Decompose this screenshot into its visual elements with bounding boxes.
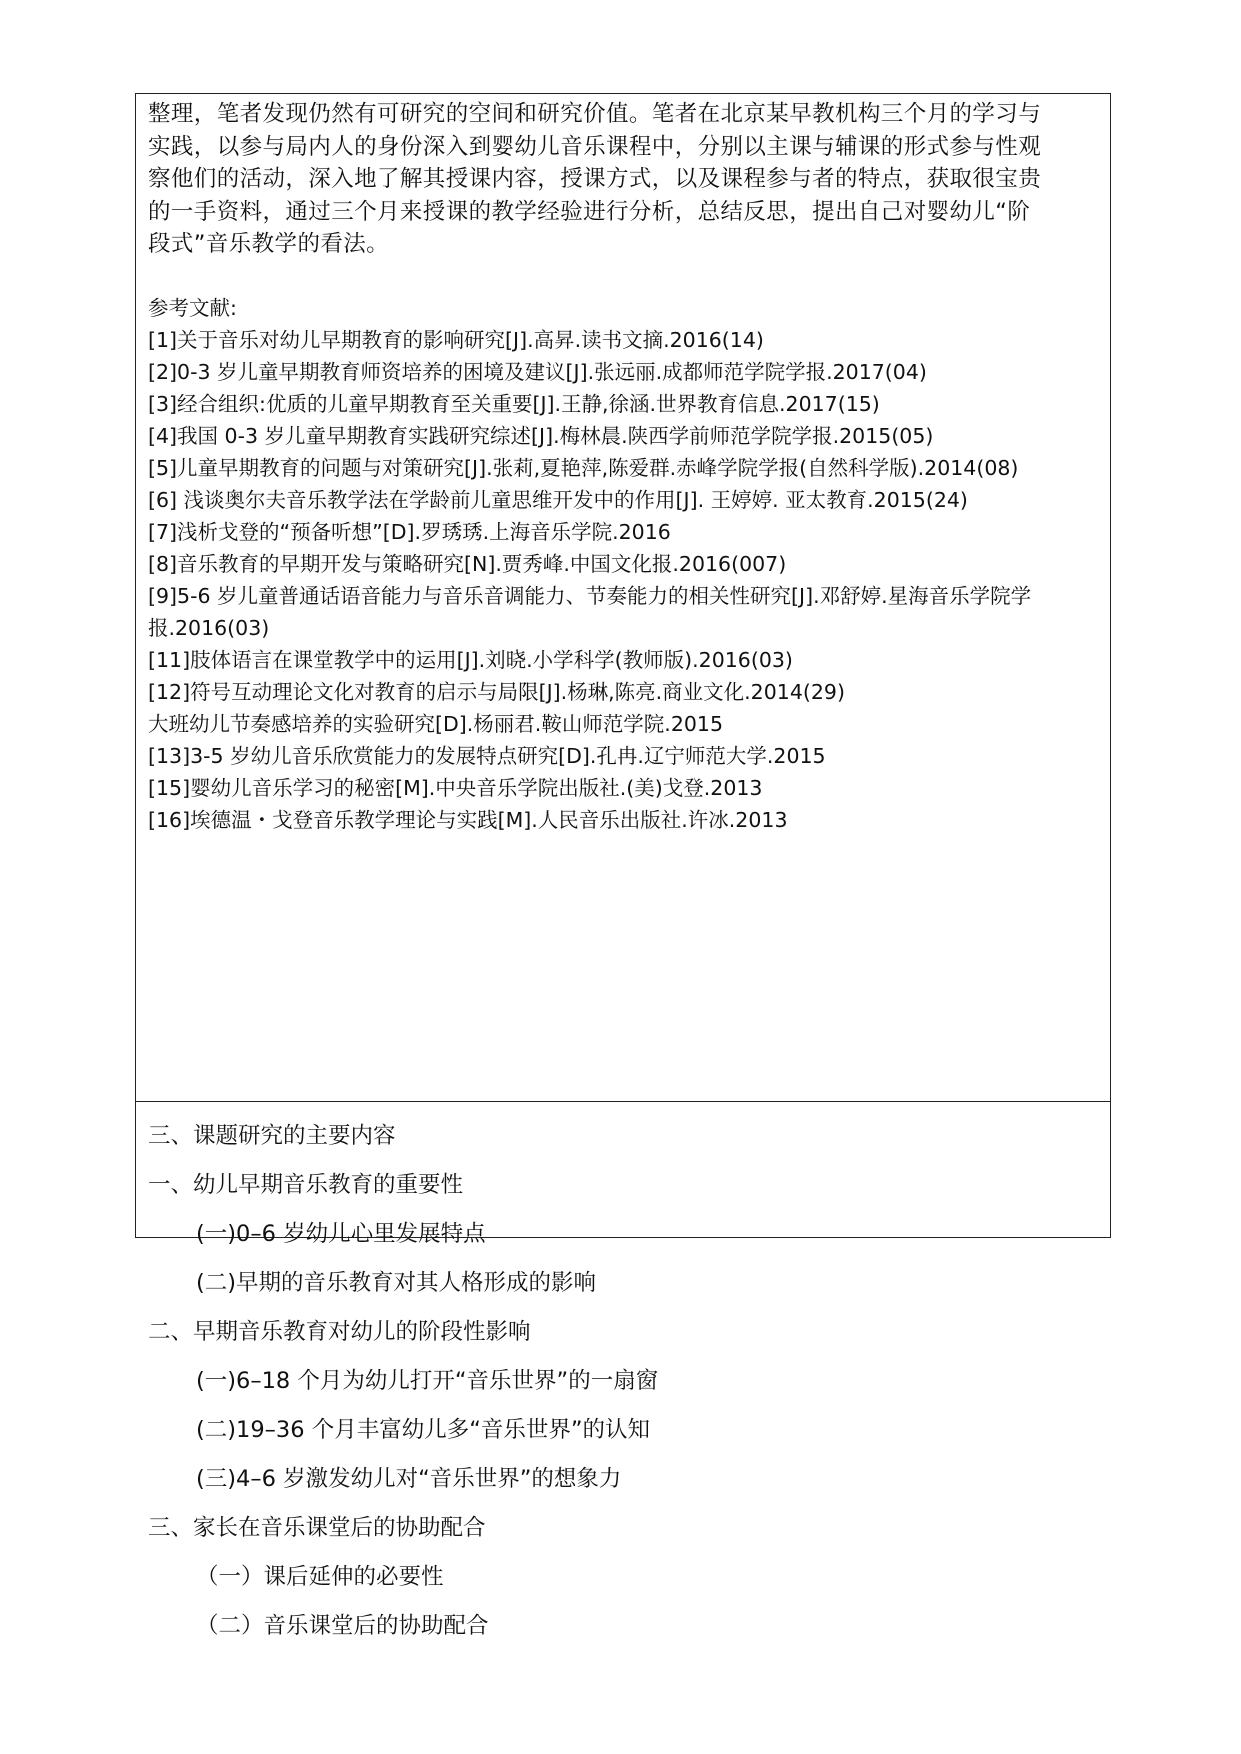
intro-line: 实践，以参与局内人的身份深入到婴幼儿音乐课程中，分别以主课与辅课的形式参与性观: [148, 133, 1042, 160]
reference-item: [6] 浅谈奥尔夫音乐教学法在学龄前儿童思维开发中的作用[J]. 王婷婷. 亚太教育.2015(24): [148, 488, 968, 512]
reference-item: [12]符号互动理论文化对教育的启示与局限[J].杨琳,陈亮.商业文化.2014(29): [148, 680, 845, 704]
references-title: 参考文献:: [148, 296, 237, 320]
reference-item: [3]经合组织:优质的儿童早期教育至关重要[J].王静,徐涵.世界教育信息.2017(15): [148, 392, 880, 416]
outline-subitem: （二）音乐课堂后的协助配合: [196, 1613, 489, 1639]
outline-subitem: (二)19–36 个月丰富幼儿多“音乐世界”的认知: [196, 1417, 651, 1443]
outline-subitem: (一)0–6 岁幼儿心里发展特点: [196, 1221, 486, 1247]
reference-item: [7]浅析戈登的“预备听想”[D].罗琇琇.上海音乐学院.2016: [148, 520, 671, 544]
outline-item: 三、家长在音乐课堂后的协助配合: [148, 1515, 486, 1541]
form-table: [135, 93, 1111, 1639]
reference-list: [148, 292, 1103, 836]
intro-line: 的一手资料，通过三个月来授课的教学经验进行分析，总结反思，提出自己对婴幼儿“阶: [148, 198, 1031, 225]
outline-item: 二、早期音乐教育对幼儿的阶段性影响: [148, 1319, 531, 1345]
research-outline: [148, 1112, 1098, 1651]
reference-item: [1]关于音乐对幼儿早期教育的影响研究[J].高昇.读书文摘.2016(14): [148, 328, 764, 352]
outline-item: 一、幼儿早期音乐教育的重要性: [148, 1172, 464, 1198]
outline-subitem: （一）课后延伸的必要性: [196, 1564, 444, 1590]
background-references-cell: [136, 94, 1110, 1102]
reference-item: [4]我国 0-3 岁儿童早期教育实践研究综述[J].梅林晨.陕西学前师范学院学报.2015(05): [148, 424, 934, 448]
intro-line: 察他们的活动，深入地了解其授课内容，授课方式，以及课程参与者的特点，获取很宝贵: [148, 166, 1042, 192]
reference-item: [2]0-3 岁儿童早期教育师资培养的困境及建议[J].张远丽.成都师范学院学报.2017(04): [148, 360, 927, 384]
reference-item: [15]婴幼儿音乐学习的秘密[M].中央音乐学院出版社.(美)戈登.2013: [148, 776, 763, 800]
intro-line: 段式”音乐教学的看法。: [148, 231, 390, 257]
reference-item: [8]音乐教育的早期开发与策略研究[N].贾秀峰.中国文化报.2016(007): [148, 552, 787, 576]
reference-item: 大班幼儿节奏感培养的实验研究[D].杨丽君.鞍山师范学院.2015: [148, 712, 723, 736]
research-content-cell: [136, 1102, 1110, 1639]
reference-item: [13]3-5 岁幼儿音乐欣赏能力的发展特点研究[D].孔冉.辽宁师范大学.2015: [148, 744, 826, 768]
reference-item: [16]埃德温・戈登音乐教学理论与实践[M].人民音乐出版社.许冰.2013: [148, 808, 788, 832]
outline-subitem: (一)6–18 个月为幼儿打开“音乐世界”的一扇窗: [196, 1368, 659, 1394]
section-heading: 三、课题研究的主要内容: [148, 1123, 396, 1149]
reference-item: [11]肢体语言在课堂教学中的运用[J].刘晓.小学科学(教师版).2016(03): [148, 648, 793, 672]
reference-item: [9]5-6 岁儿童普通话语音能力与音乐音调能力、节奏能力的相关性研究[J].邓舒婷.星海音乐学院学报.2016(03): [148, 584, 1032, 640]
intro-paragraph: [148, 98, 1100, 261]
reference-item: [5]儿童早期教育的问题与对策研究[J].张莉,夏艳萍,陈爱群.赤峰学院学报(自然科学版).2014(08): [148, 456, 1019, 480]
outline-subitem: (三)4–6 岁激发幼儿对“音乐世界”的想象力: [196, 1466, 622, 1492]
intro-line: 整理，笔者发现仍然有可研究的空间和研究价值。笔者在北京某早教机构三个月的学习与: [148, 101, 1042, 127]
outline-subitem: (二)早期的音乐教育对其人格形成的影响: [196, 1270, 597, 1296]
